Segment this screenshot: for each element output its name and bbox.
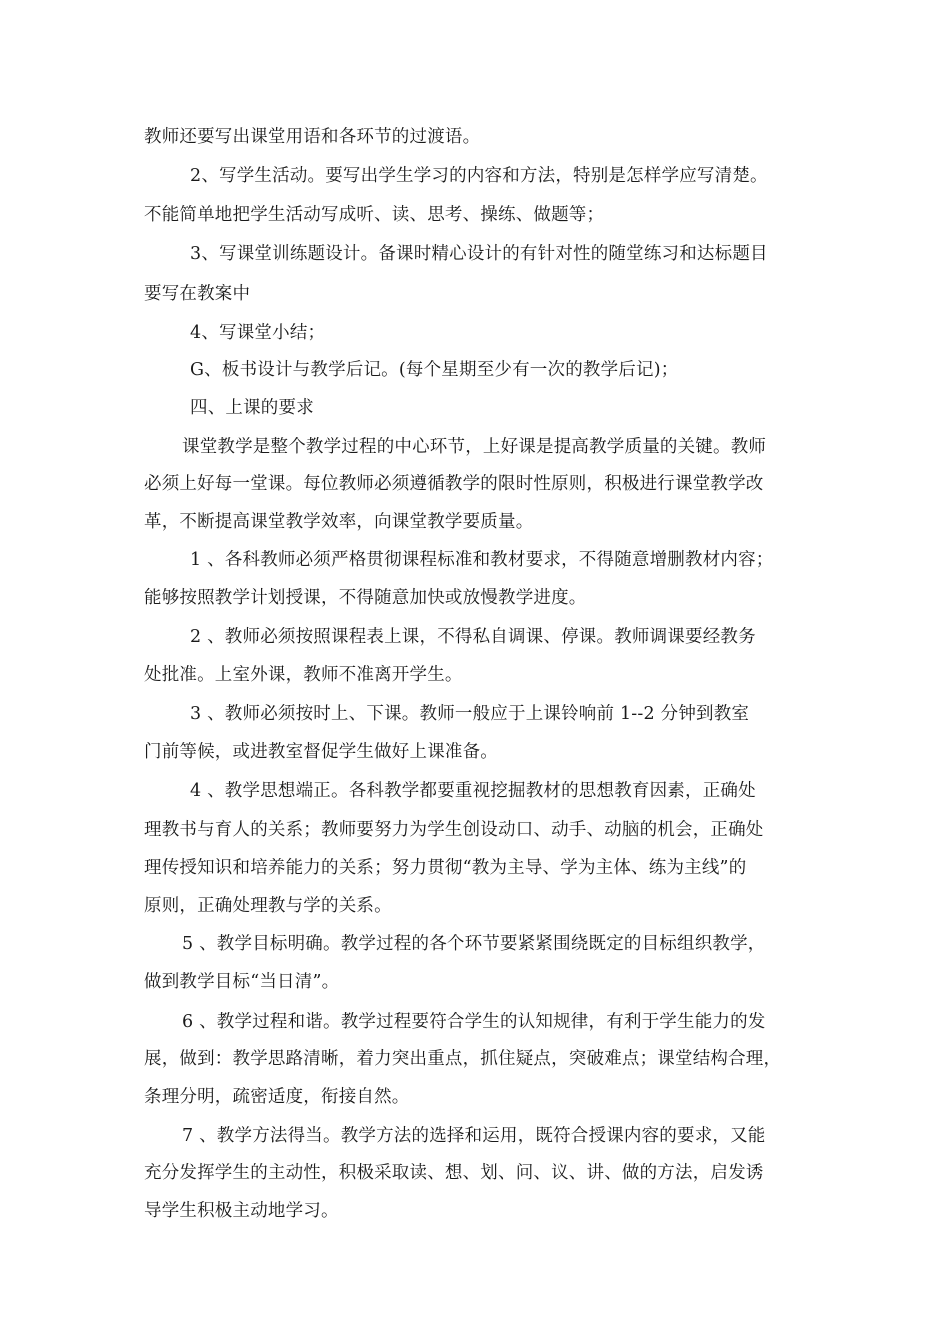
text-line: 门前等候，或进教室督促学生做好上课准备。 [144, 742, 498, 762]
text-line: 7 、教学方法得当。教学方法的选择和运用，既符合授课内容的要求，又能 [182, 1126, 766, 1146]
text-line: 必须上好每一堂课。每位教师必须遵循教学的限时性原则，积极进行课堂教学改 [144, 474, 764, 494]
text-line: 条理分明，疏密适度，衔接自然。 [144, 1087, 410, 1107]
text-line: 不能简单地把学生活动写成听、读、思考、操练、做题等； [144, 205, 605, 225]
text-line: 理教书与育人的关系；教师要努力为学生创设动口、动手、动脑的机会，正确处 [144, 820, 764, 840]
text-line: 课堂教学是整个教学过程的中心环节，上好课是提高教学质量的关键。教师 [182, 437, 767, 457]
text-line: 5 、教学目标明确。教学过程的各个环节要紧紧围绕既定的目标组织教学， [182, 934, 766, 954]
text-line: 4、写课堂小结； [190, 323, 326, 343]
text-line: 2、写学生活动。要写出学生学习的内容和方法，特别是怎样学应写清楚。 [190, 166, 768, 186]
text-line: 要写在教案中 [144, 284, 251, 304]
text-line: 做到教学目标“当日清”。 [144, 972, 340, 992]
text-line: 教师还要写出课堂用语和各环节的过渡语。 [144, 127, 481, 147]
text-line: 3 、教师必须按时上、下课。教师一般应于上课铃响前 1--2 分钟到教室 [190, 704, 750, 724]
text-line: 4 、教学思想端正。各科教学都要重视挖掘教材的思想教育因素，正确处 [190, 781, 756, 801]
text-line: 3、写课堂训练题设计。备课时精心设计的有针对性的随堂练习和达标题目 [190, 244, 768, 264]
text-line: 能够按照教学计划授课，不得随意加快或放慢教学进度。 [144, 588, 587, 608]
text-line: 6 、教学过程和谐。教学过程要符合学生的认知规律，有利于学生能力的发 [182, 1012, 766, 1032]
text-line: 2 、教师必须按照课程表上课，不得私自调课、停课。教师调课要经教务 [190, 627, 756, 647]
text-line: 导学生积极主动地学习。 [144, 1201, 339, 1221]
text-line: 1 、各科教师必须严格贯彻课程标准和教材要求，不得随意增删教材内容； [190, 550, 774, 570]
text-line: 革，不断提高课堂教学效率，向课堂教学要质量。 [144, 512, 534, 532]
text-line: 充分发挥学生的主动性，积极采取读、想、划、问、议、讲、做的方法，启发诱 [144, 1163, 764, 1183]
text-line: 展，做到：教学思路清晰，着力突出重点，抓住疑点，突破难点；课堂结构合理， [144, 1049, 782, 1069]
text-line: 原则，正确处理教与学的关系。 [144, 896, 392, 916]
text-line: 理传授知识和培养能力的关系；努力贯彻“教为主导、学为主体、练为主线”的 [144, 858, 747, 878]
section-heading: 四、上课的要求 [190, 398, 314, 418]
text-line: G、板书设计与教学后记。(每个星期至少有一次的教学后记)； [190, 360, 679, 380]
text-line: 处批准。上室外课，教师不准离开学生。 [144, 665, 463, 685]
